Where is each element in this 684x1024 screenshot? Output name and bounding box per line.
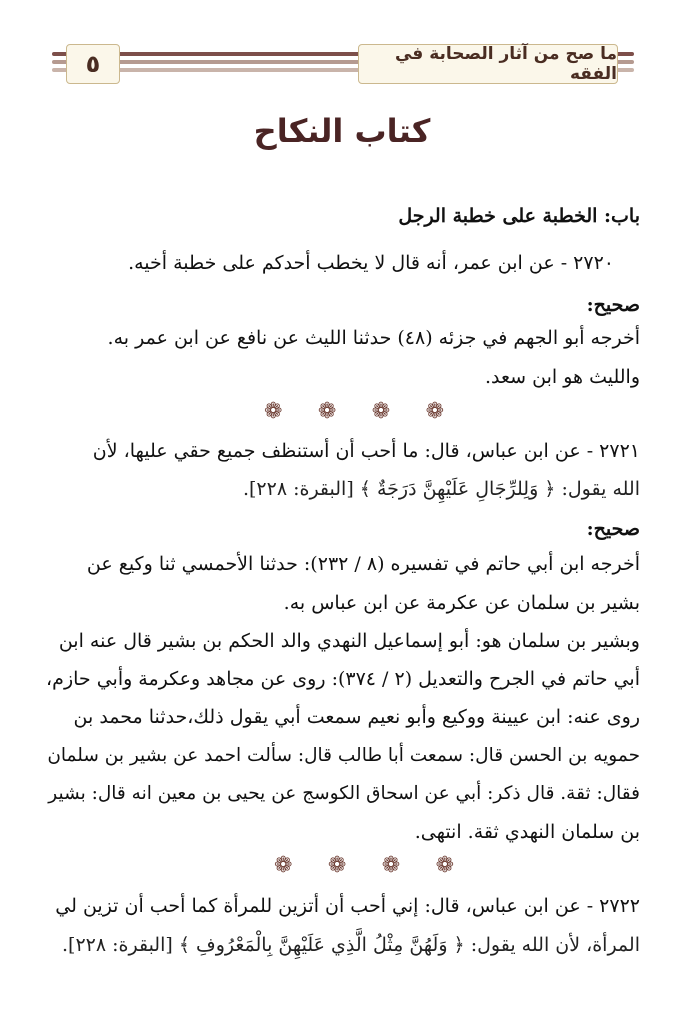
takhrij-text: بن سلمان النهدي ثقة. انتهى.: [414, 821, 640, 843]
rosette-icon: ❁: [381, 853, 401, 878]
section-divider: [264, 401, 444, 423]
rosette-icon: ❁: [327, 853, 347, 878]
hadith-text: الله يقول: ﴿ وَلِلرِّجَالِ عَلَيْهِنَّ دَرَجَةٌ ﴾ [البقرة: ٢٢٨].: [242, 478, 640, 500]
takhrij-text: أخرجه ابن أبي حاتم في تفسيره (٨ / ٢٣٢): حدثنا الأحمسي ثنا وكيع عن: [86, 553, 640, 575]
takhrij-text: والليث هو ابن سعد.: [484, 366, 640, 388]
hadith-text: المرأة، لأن الله يقول: ﴿ وَلَهُنَّ مِثْلُ الَّذِي عَلَيْهِنَّ بِالْمَعْرُوفِ ﴾ [البقرة: ٢٢٨].: [62, 934, 640, 956]
takhrij-text: فقال: ثقة. قال ذكر: أبي عن اسحاق الكوسج عن يحيى بن معين انه قال: بشير: [48, 783, 640, 804]
takhrij-text: وبشير بن سلمان هو: أبو إسماعيل النهدي والد الحكم بن بشير قال عنه ابن: [58, 630, 640, 652]
grade-label: صحيح:: [586, 294, 640, 316]
rosette-icon: ❁: [425, 399, 444, 424]
grade-label: صحيح:: [586, 518, 640, 540]
hadith-text: ٢٧٢٠ - عن ابن عمر، أنه قال لا يخطب أحدكم على خطبة أخيه.: [128, 252, 614, 274]
rosette-icon: ❁: [317, 399, 337, 424]
rosette-icon: ❁: [274, 853, 293, 878]
takhrij-text: أبي حاتم في الجرح والتعديل (٢ / ٣٧٤): روى عن مجاهد وعكرمة وأبي حازم،: [46, 668, 640, 690]
hadith-text: ٢٧٢٢ - عن ابن عباس، قال: إني أحب أن أتزين للمرأة كما أحب أن تزين لي: [55, 895, 640, 917]
hadith-text: ٢٧٢١ - عن ابن عباس، قال: ما أحب أن أستنظف جميع حقي عليها، لأن: [92, 440, 640, 462]
page-body: [44, 0, 640, 1024]
rosette-icon: ❁: [371, 399, 391, 424]
book-title: كتاب النكاح: [253, 112, 431, 150]
page-number: ٥: [66, 44, 120, 84]
rosette-icon: ❁: [435, 853, 454, 878]
running-header-title: ما صح من آثار الصحابة في الفقه: [358, 44, 618, 84]
takhrij-text: روى عنه: ابن عيينة ووكيع وأبو نعيم سمعت أبي يقول ذلك،حدثنا محمد بن: [73, 706, 640, 728]
rosette-icon: ❁: [264, 399, 283, 424]
takhrij-text: حمويه بن الحسن قال: سمعت أبا طالب قال: سألت احمد عن بشير بن سلمان: [47, 745, 640, 766]
chapter-heading: باب: الخطبة على خطبة الرجل: [398, 205, 640, 227]
section-divider: [274, 855, 454, 877]
takhrij-text: بشير بن سلمان عن عكرمة عن ابن عباس به.: [283, 592, 640, 614]
takhrij-text: أخرجه أبو الجهم في جزئه (٤٨) حدثنا الليث عن نافع عن ابن عمر به.: [107, 327, 640, 349]
